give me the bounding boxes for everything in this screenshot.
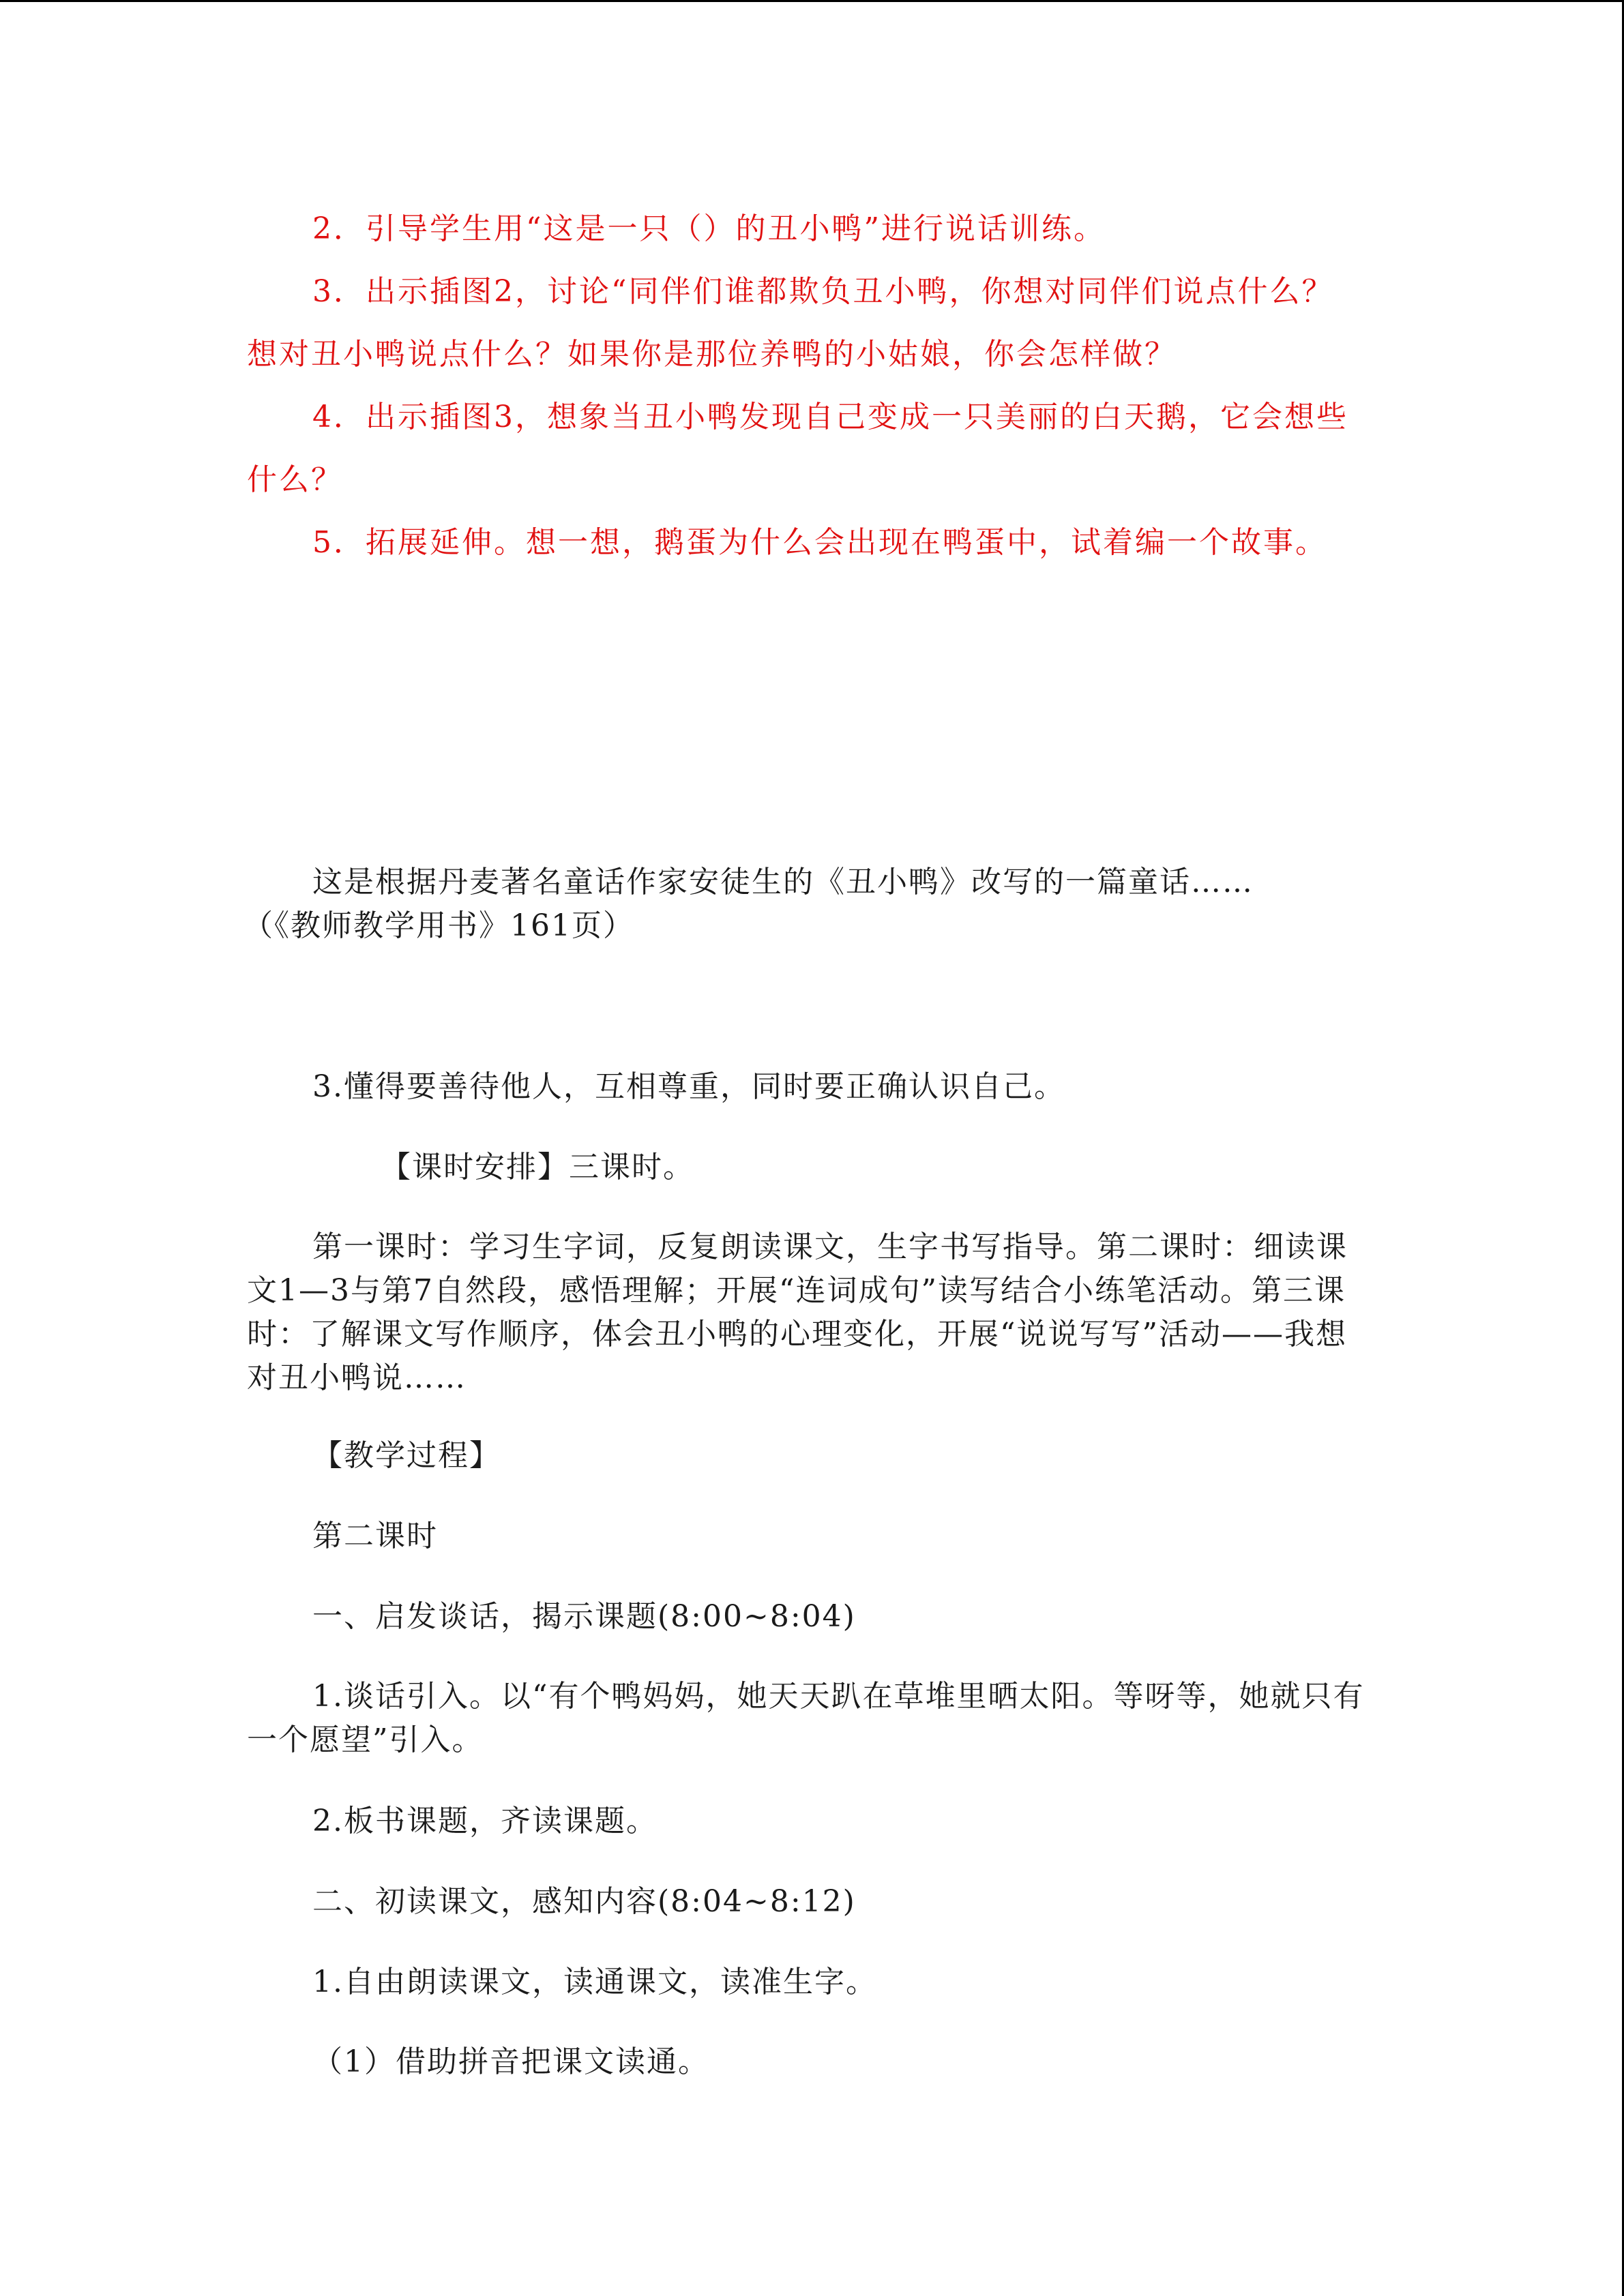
schedule-heading: 【课时安排】三课时。 [381,1150,694,1184]
process-heading: 【教学过程】 [312,1438,501,1473]
section-2-title: 二、初读课文，感知内容(8:04~8:12) [312,1884,856,1919]
section-2-subitem-1: （1）借助拼音把课文读通。 [312,2044,709,2079]
intro-block [243,861,1365,948]
activity-item-3: 3．出示插图2，讨论“同伴们谁都欺负丑小鸭，你想对同伴们说点什么？想对丑小鸭说点什么？如果你是那位养鸭的小姑娘，你会怎样做？ [247,274,1334,372]
lesson-title: 第二课时 [312,1519,438,1553]
page-top-border [0,0,1624,2]
intro-line: 这是根据丹麦著名童话作家安徒生的《丑小鸭》改写的一篇童话…… [312,865,1254,899]
activity-item-5: 5．拓展延伸。想一想，鹅蛋为什么会出现在鸭蛋中，试着编一个故事。 [312,525,1327,560]
section-1-item-2: 2.板书课题，齐读课题。 [312,1804,658,1838]
red-activity-list [247,198,1365,574]
intro-source: （《教师教学用书》161页） [243,908,634,943]
section-1-item-1: 1.谈话引入。以“有个鸭妈妈，她天天趴在草堆里晒太阳。等呀等，她就只有一个愿望”引入。 [247,1679,1365,1757]
section-1-title: 一、启发谈话，揭示课题(8:00~8:04) [312,1599,856,1634]
section-2-item-1: 1.自由朗读课文，读通课文，读准生字。 [312,1965,877,1999]
goal-item-3: 3.懂得要善待他人，互相尊重，同时要正确认识自己。 [312,1069,1065,1104]
activity-item-2: 2．引导学生用“这是一只（）的丑小鸭”进行说话训练。 [312,211,1106,246]
schedule-detail: 第一课时：学习生字词，反复朗读课文，生字书写指导。第二课时：细读课文1—3与第7自然段，感悟理解；开展“连词成句”读写结合小练笔活动。第三课时：了解课文写作顺序，体会丑小鸭的心理变化，开展“说说写写”活动——我想对丑小鸭说…… [247,1229,1348,1395]
activity-item-4: 4．出示插图3，想象当丑小鸭发现自己变成一只美丽的白天鹅，它会想些什么？ [247,400,1348,497]
